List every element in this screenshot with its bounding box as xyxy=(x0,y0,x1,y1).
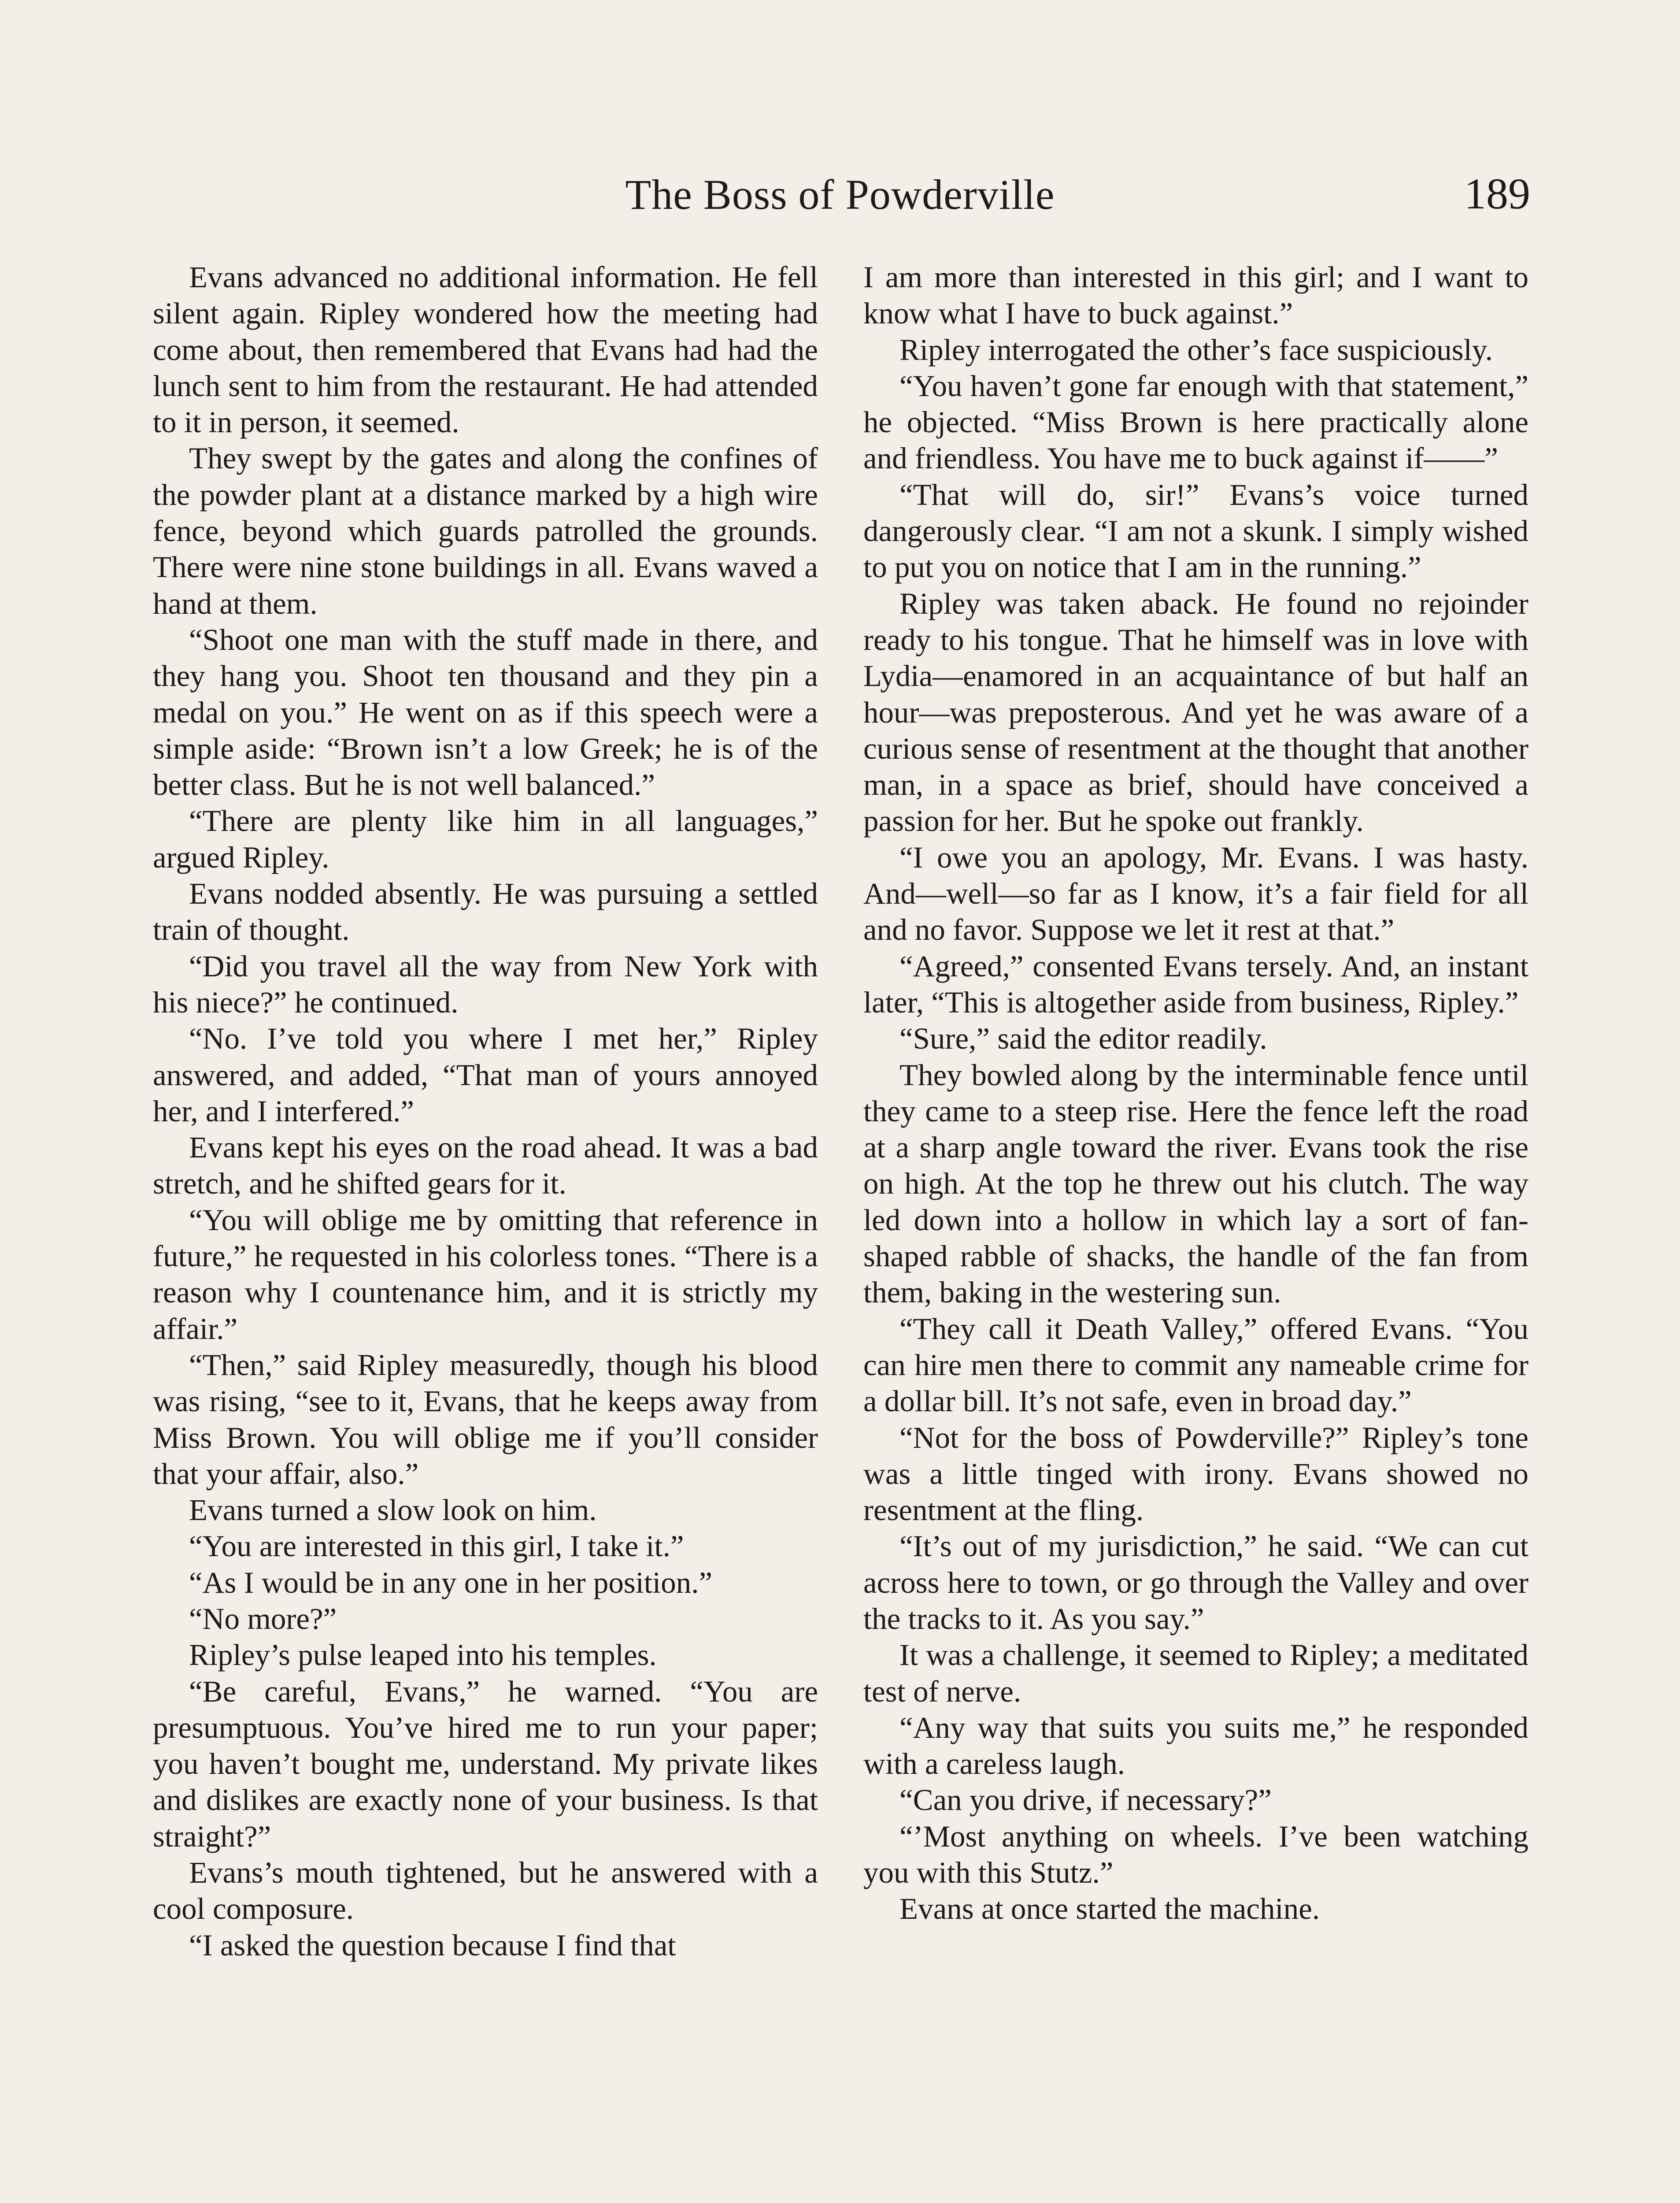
paragraph: It was a challenge, it seemed to Ripley; a meditated test of nerve. xyxy=(863,1638,1528,1708)
paragraph: Ripley interrogated the other’s face suspiciously. xyxy=(899,333,1493,367)
paragraph: “Did you travel all the way from New York with his niece?” he continued. xyxy=(153,949,818,1019)
paragraph: Evans advanced no additional information. He fell silent again. Ripley wondered how the meeting had come about, then remembered that Evans had had the lunch sent to him from the restaurant. He had attended to it in person, it seemed. xyxy=(153,260,818,439)
paragraph: Ripley’s pulse leaped into his temples. xyxy=(189,1638,657,1672)
paragraph-continuation: I am more than interested in this girl; and I want to know what I have to buck against.” xyxy=(863,260,1528,330)
paragraph: Evans at once started the machine. xyxy=(899,1892,1320,1926)
paragraph: “Any way that suits you suits me,” he responded with a careless laugh. xyxy=(863,1710,1528,1781)
paragraph: “You haven’t gone far enough with that statement,” he objected. “Miss Brown is here practically alone and friendless. You have me to buck against if——” xyxy=(863,369,1528,475)
paragraph: Evans kept his eyes on the road ahead. It was a bad stretch, and he shifted gears for it. xyxy=(153,1131,818,1201)
running-title: The Boss of Powderville xyxy=(625,171,1055,218)
paragraph: “Then,” said Ripley measuredly, though his blood was rising, “see to it, Evans, that he keeps away from Miss Brown. You will oblige me if you’ll consider that your affair, also.” xyxy=(153,1348,818,1491)
paragraph: “No. I’ve told you where I met her,” Ripley answered, and added, “That man of yours annoyed her, and I interfered.” xyxy=(153,1022,818,1128)
paragraph: “They call it Death Valley,” offered Evans. “You can hire men there to commit any nameable crime for a dollar bill. It’s not safe, even in broad day.” xyxy=(863,1312,1528,1418)
paragraph: They swept by the gates and along the confines of the powder plant at a distance marked by a high wire fence, beyond which guards patrolled the grounds. There were nine stone buildings in all. Evans waved a hand at them. xyxy=(153,441,818,620)
paragraph: “Be careful, Evans,” he warned. “You are presumptuous. You’ve hired me to run your paper; you haven’t bought me, understand. My private likes and dislikes are exactly none of your business. Is that straight?” xyxy=(153,1674,818,1853)
paragraph: “That will do, sir!” Evans’s voice turned dangerously clear. “I am not a skunk. I simply wished to put you on notice that I am in the running.” xyxy=(863,478,1528,584)
paragraph: “No more?” xyxy=(189,1602,337,1636)
paragraph: “It’s out of my jurisdiction,” he said. “We can cut across here to town, or go through the Valley and over the tracks to it. As you say.” xyxy=(863,1529,1528,1636)
paragraph: Evans nodded absently. He was pursuing a settled train of thought. xyxy=(153,877,818,947)
paragraph: “As I would be in any one in her position.” xyxy=(189,1565,713,1599)
page-number: 189 xyxy=(1464,169,1530,218)
paragraph: “’Most anything on wheels. I’ve been watching you with this Stutz.” xyxy=(863,1819,1528,1890)
paragraph: Ripley was taken aback. He found no rejoinder ready to his tongue. That he himself was in love with Lydia—enamored in an acquaintance of but half an hour—was preposterous. And yet he was aware of a curious sense of resentment at the thought that another man, in a space as brief, should have conceived a passion for her. But he spoke out frankly. xyxy=(863,586,1528,838)
paragraph: “I owe you an apology, Mr. Evans. I was hasty. And—well—so far as I know, it’s a fair field for all and no favor. Suppose we let it rest at that.” xyxy=(863,840,1528,947)
paragraph: They bowled along by the interminable fence until they came to a steep rise. Here the fence left the road at a sharp angle toward the river. Evans took the rise on high. At the top he threw out his clutch. The way led down into a hollow in which lay a sort of fan-shaped rabble of shacks, the handle of the fan from them, baking in the westering sun. xyxy=(863,1058,1528,1309)
left-column xyxy=(153,259,818,1963)
paragraph: “Can you drive, if necessary?” xyxy=(899,1783,1272,1817)
paragraph: “Agreed,” consented Evans tersely. And, an instant later, “This is altogether aside from business, Ripley.” xyxy=(863,949,1528,1019)
right-column xyxy=(863,259,1528,1927)
paragraph: “There are plenty like him in all languages,” argued Ripley. xyxy=(153,804,818,874)
paragraph: Evans turned a slow look on him. xyxy=(189,1493,597,1527)
paragraph: “Not for the boss of Powderville?” Ripley’s tone was a little tinged with irony. Evans showed no resentment at the fling. xyxy=(863,1420,1528,1527)
paragraph: Evans’s mouth tightened, but he answered with a cool composure. xyxy=(153,1856,818,1926)
paragraph: “Shoot one man with the stuff made in there, and they hang you. Shoot ten thousand and they pin a medal on you.” He went on as if this speech were a simple aside: “Brown isn’t a low Greek; he is of the better class. But he is not well balanced.” xyxy=(153,623,818,802)
paragraph: “Sure,” said the editor readily. xyxy=(899,1022,1267,1056)
paragraph: “I asked the question because I find that xyxy=(189,1928,676,1962)
paragraph: “You are interested in this girl, I take it.” xyxy=(189,1529,684,1563)
paragraph: “You will oblige me by omitting that reference in future,” he requested in his colorless tones. “There is a reason why I countenance him, and it is strictly my affair.” xyxy=(153,1203,818,1346)
